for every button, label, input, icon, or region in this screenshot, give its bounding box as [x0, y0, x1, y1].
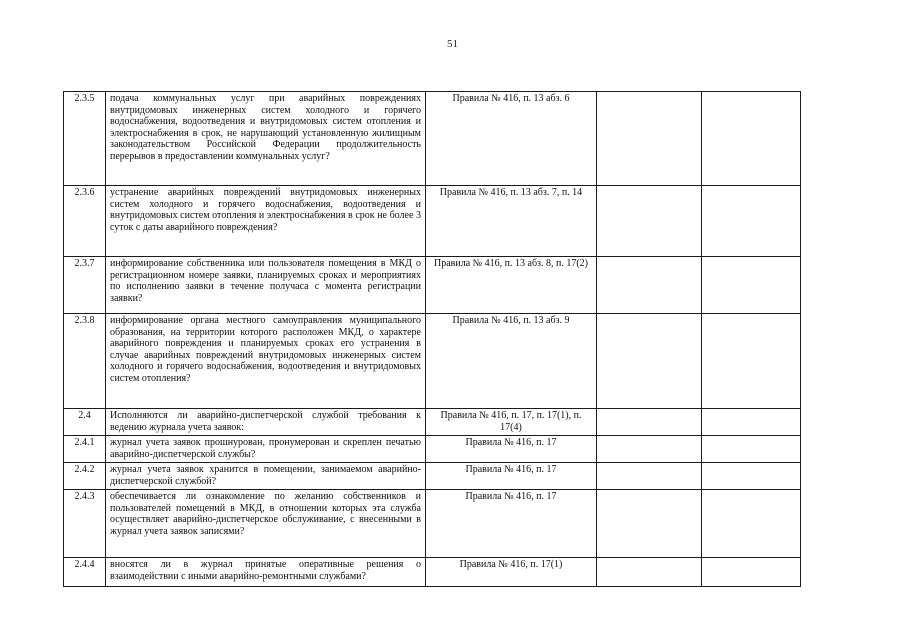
requirement-text: информирование органа местного самоуправления муниципального образования, на территории которого расположен МКД, о характере аварийного повреждения и планируемых сроках его устранения в случае аварийных повреждений внутридомовых инженерных систем холодного и горячего водоснабжения, водоотведения и внутридомовых систем отопления?	[106, 314, 426, 409]
legal-reference: Правила № 416, п. 13 абз. 6	[426, 92, 597, 186]
legal-reference: Правила № 416, п. 13 абз. 8, п. 17(2)	[426, 257, 597, 314]
answer-cell	[597, 436, 702, 463]
legal-reference: Правила № 416, п. 13 абз. 7, п. 14	[426, 186, 597, 257]
note-cell	[702, 558, 801, 587]
answer-cell	[597, 92, 702, 186]
requirement-text: журнал учета заявок прошнурован, пронумерован и скреплен печатью аварийно-диспетчерской службы?	[106, 436, 426, 463]
checklist-table	[63, 91, 801, 587]
table-row	[64, 257, 801, 314]
legal-reference: Правила № 416, п. 17	[426, 490, 597, 558]
row-number: 2.4.2	[64, 463, 106, 490]
note-cell	[702, 257, 801, 314]
row-number: 2.4.3	[64, 490, 106, 558]
answer-cell	[597, 257, 702, 314]
legal-reference: Правила № 416, п. 17, п. 17(1), п. 17(4)	[426, 409, 597, 436]
table-row	[64, 558, 801, 587]
table-row	[64, 436, 801, 463]
row-number: 2.3.8	[64, 314, 106, 409]
requirement-text: подача коммунальных услуг при аварийных повреждениях внутридомовых инженерных систем холодного и горячего водоснабжения, водоотведения и внутридомовых систем отопления и электроснабжения в срок, не нарушающий установленную жилищным законодательством Российской Федерации продолжительность перерывов в предоставлении коммунальных услуг?	[106, 92, 426, 186]
row-number: 2.4.4	[64, 558, 106, 587]
answer-cell	[597, 186, 702, 257]
answer-cell	[597, 463, 702, 490]
legal-reference: Правила № 416, п. 17(1)	[426, 558, 597, 587]
requirement-text: обеспечивается ли ознакомление по желанию собственников и пользователей помещений в МКД, в отношении которых эта служба осуществляет аварийно-диспетчерское обслуживание, с внесенными в журнал учета заявок записями?	[106, 490, 426, 558]
note-cell	[702, 186, 801, 257]
table-row	[64, 463, 801, 490]
legal-reference: Правила № 416, п. 17	[426, 436, 597, 463]
answer-cell	[597, 490, 702, 558]
row-number: 2.4.1	[64, 436, 106, 463]
note-cell	[702, 463, 801, 490]
row-number: 2.3.7	[64, 257, 106, 314]
table-row	[64, 409, 801, 436]
note-cell	[702, 490, 801, 558]
answer-cell	[597, 558, 702, 587]
requirement-text: Исполняются ли аварийно-диспетчерской службой требования к ведению журнала учета заявок:	[106, 409, 426, 436]
requirement-text: журнал учета заявок хранится в помещении, занимаемом аварийно-диспетчерской службой?	[106, 463, 426, 490]
row-number: 2.4	[64, 409, 106, 436]
table-row	[64, 490, 801, 558]
legal-reference: Правила № 416, п. 17	[426, 463, 597, 490]
note-cell	[702, 92, 801, 186]
table-row	[64, 92, 801, 186]
page-number: 51	[447, 38, 458, 50]
requirement-text: устранение аварийных повреждений внутридомовых инженерных систем холодного и горячего водоснабжения, водоотведения и внутридомовых систем отопления и электроснабжения в срок не более 3 суток с даты аварийного повреждения?	[106, 186, 426, 257]
requirement-text: информирование собственника или пользователя помещения в МКД о регистрационном номере заявки, планируемых сроках и мероприятиях по исполнению заявки в течение получаса с момента регистрации заявки?	[106, 257, 426, 314]
answer-cell	[597, 409, 702, 436]
row-number: 2.3.5	[64, 92, 106, 186]
table-row	[64, 186, 801, 257]
row-number: 2.3.6	[64, 186, 106, 257]
table-row	[64, 314, 801, 409]
legal-reference: Правила № 416, п. 13 абз. 9	[426, 314, 597, 409]
note-cell	[702, 409, 801, 436]
note-cell	[702, 314, 801, 409]
answer-cell	[597, 314, 702, 409]
requirement-text: вносятся ли в журнал принятые оперативные решения о взаимодействии с иными аварийно-ремонтными службами?	[106, 558, 426, 587]
note-cell	[702, 436, 801, 463]
